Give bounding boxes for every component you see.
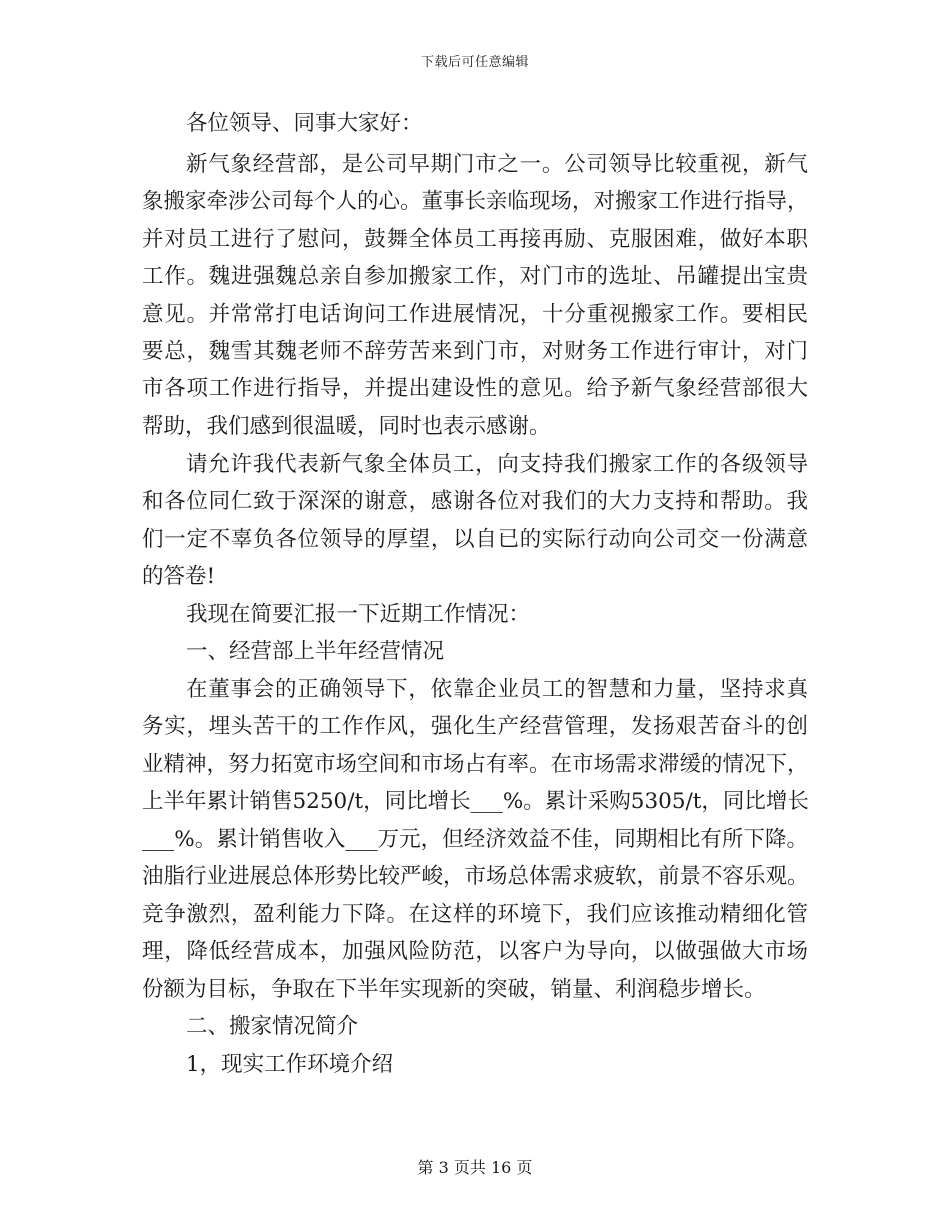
greeting-line: 各位领导、同事大家好： — [186, 111, 423, 136]
page-header: 下载后可任意编辑 — [420, 55, 529, 70]
paragraph-line: 请允许我代表新气象全体员工，向支持我们搬家工作的各级领导 — [186, 452, 808, 477]
paragraph-line: 理，降低经营成本，加强风险防范，以客户为导向，以做强做大市场 — [142, 939, 808, 964]
section-heading: 二、搬家情况简介 — [186, 1014, 359, 1039]
paragraph-line: 象搬家牵涉公司每个人的心。董事长亲临现场，对搬家工作进行指导， — [142, 189, 809, 214]
paragraph-line: 在董事会的正确领导下，依靠企业员工的智慧和力量，坚持求真 — [186, 677, 808, 702]
paragraph-line: 并对员工进行了慰问，鼓舞全体员工再接再励、克服困难，做好本职 — [142, 227, 808, 252]
paragraph-line: 油脂行业进展总体形势比较严峻，市场总体需求疲软，前景不容乐观。 — [142, 864, 809, 889]
paragraph-line: 竞争激烈，盈利能力下降。在这样的环境下，我们应该推动精细化管 — [142, 902, 808, 927]
paragraph-line: 们一定不辜负各位领导的厚望，以自已的实际行动向公司交一份满意 — [142, 527, 808, 552]
page-footer: 第 3 页共 16 页 — [417, 1158, 533, 1177]
paragraph-line: 份额为目标，争取在下半年实现新的突破，销量、利润稳步增长。 — [142, 977, 766, 1002]
paragraph-line: 帮助，我们感到很温暖，同时也表示感谢。 — [142, 414, 551, 439]
paragraph-line: 市各项工作进行指导，并提出建设性的意见。给予新气象经营部很大 — [142, 376, 808, 401]
section-heading: 一、经营部上半年经营情况 — [186, 639, 445, 664]
paragraph-line: ___%。累计销售收入___万元，但经济效益不佳，同期相比有所下降。 — [142, 827, 808, 852]
paragraph-line: 我现在简要汇报一下近期工作情况： — [186, 602, 531, 627]
paragraph-line: 工作。魏进强魏总亲自参加搬家工作，对门市的选址、吊罐提出宝贵 — [142, 264, 808, 289]
paragraph-line: 意见。并常常打电话询问工作进展情况，十分重视搬家工作。要相民 — [142, 302, 808, 327]
paragraph-line: 的答卷! — [142, 564, 216, 589]
paragraph-line: 务实，埋头苦干的工作作风，强化生产经营管理，发扬艰苦奋斗的创 — [142, 714, 808, 739]
paragraph-line: 新气象经营部，是公司早期门市之一。公司领导比较重视，新气 — [186, 152, 808, 177]
paragraph-line: 和各位同仁致于深深的谢意，感谢各位对我们的大力支持和帮助。我 — [142, 489, 808, 514]
paragraph-line: 业精神，努力拓宽市场空间和市场占有率。在市场需求滞缓的情况下， — [142, 752, 809, 777]
paragraph-line: 上半年累计销售5250/t，同比增长___%。累计采购5305/t，同比增长 — [142, 789, 809, 814]
subsection-heading: 1，现实工作环境介绍 — [186, 1052, 394, 1077]
paragraph-line: 要总，魏雪其魏老师不辞劳苦来到门市，对财务工作进行审计，对门 — [142, 339, 808, 364]
